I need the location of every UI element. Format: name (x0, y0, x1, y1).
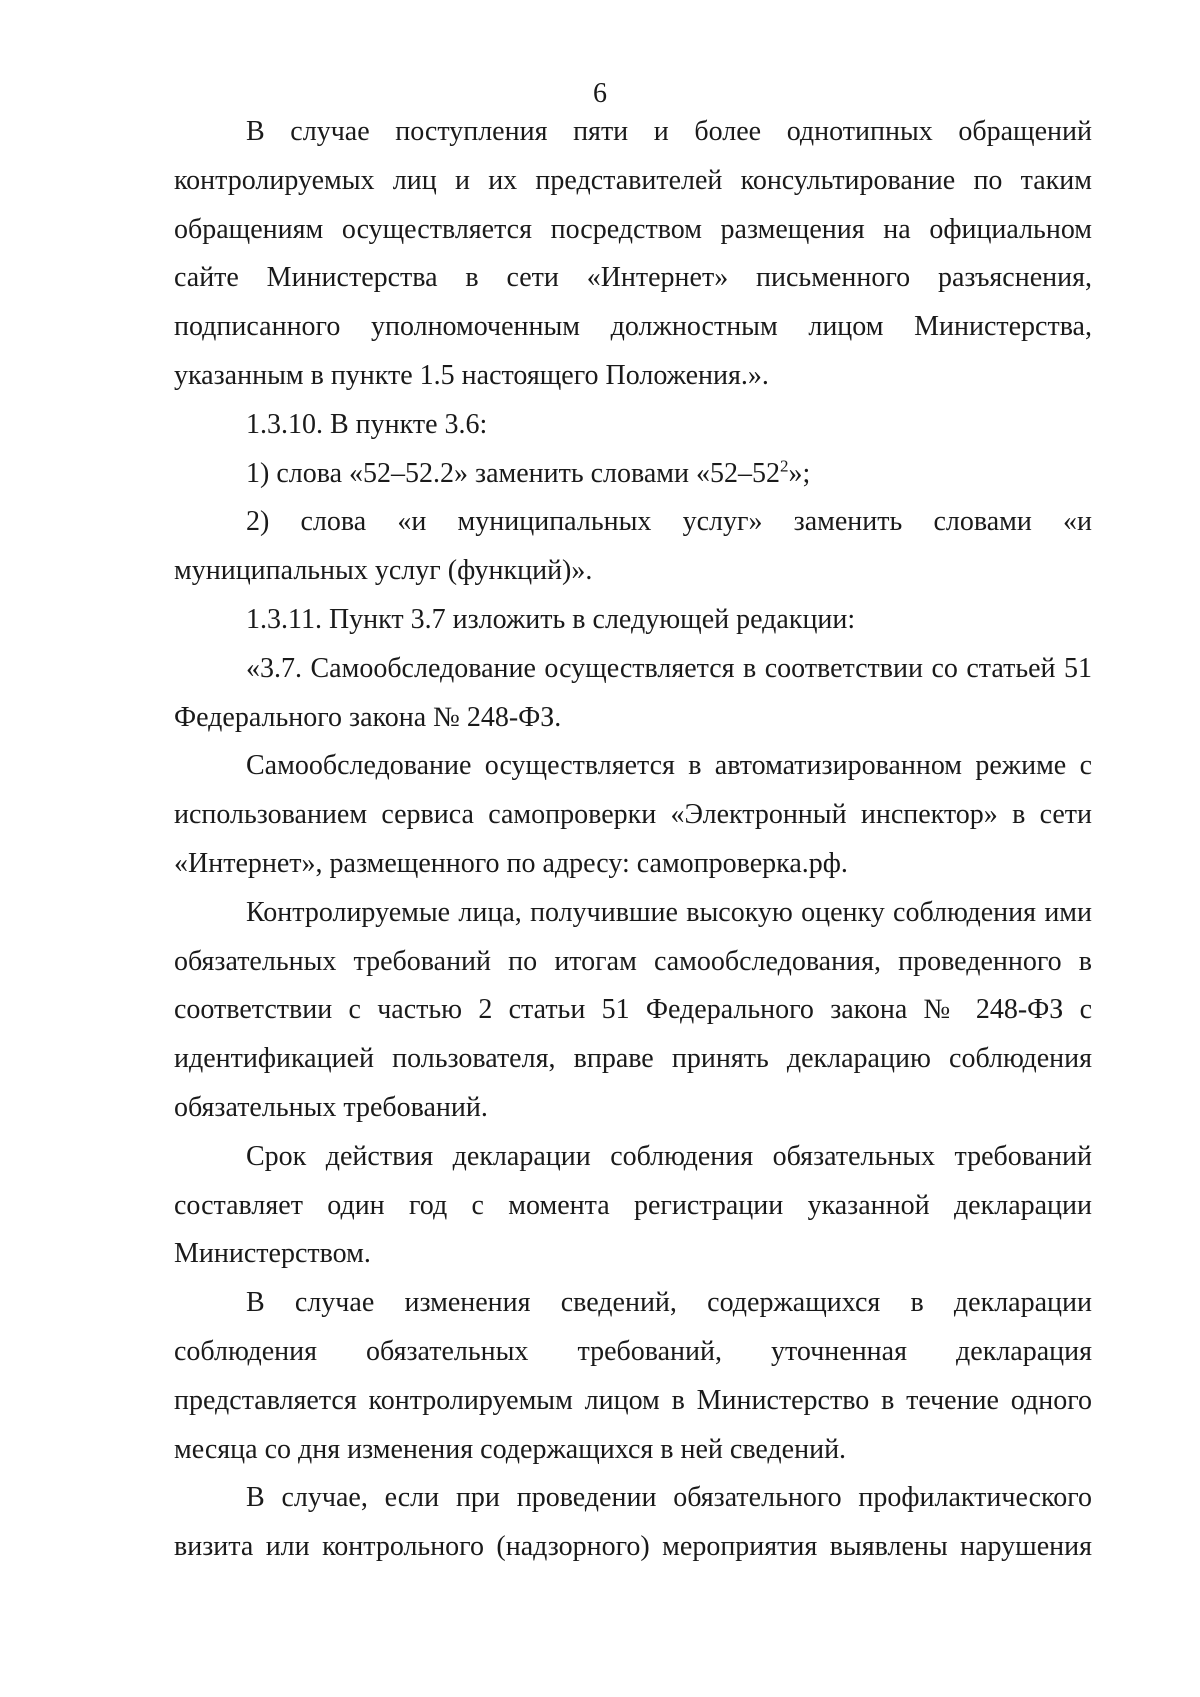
paragraph-consultation: В случае поступления пяти и более однотипных обращений контролируемых лиц и их представителей консультирование по таким обращениям осуществляется посредством размещения на официальном сайте Министерства в сети «Интернет» письменного разъяснения, подписанного уполномоченным должностным лицом Министерства, указанным в пункте 1.5 настоящего Положения.». (174, 116, 1092, 391)
paragraph-violations: В случае, если при проведении обязательного профилактического визита или контрольного (надзорного) мероприятия выявлены нарушения (174, 1482, 1092, 1563)
paragraph-item-1-3-10: 1.3.10. В пункте 3.6: (246, 408, 488, 440)
paragraph-subitem-1 (174, 450, 1092, 499)
page-number: 6 (593, 78, 607, 109)
superscript-2: 2 (780, 456, 789, 476)
paragraph-declaration-term: Срок действия декларации соблюдения обязательных требований составляет один год с момента регистрации указанной декларации Министерством. (174, 1140, 1092, 1270)
document-body (174, 108, 1092, 1572)
paragraph-item-3-7: «3.7. Самообследование осуществляется в соответствии со статьей 51 Федерального закона № 248-ФЗ. (174, 652, 1092, 733)
paragraph-subitem-2: 2) слова «и муниципальных услуг» заменить словами «и муниципальных услуг (функций)». (174, 506, 1092, 587)
paragraph-item-1-3-11: 1.3.11. Пункт 3.7 изложить в следующей редакции: (246, 603, 856, 635)
paragraph-self-inspection-mode: Самообследование осуществляется в автоматизированном режиме с использованием сервиса самопроверки «Электронный инспектор» в сети «Интернет», размещенного по адресу: самопроверка.рф. (174, 750, 1092, 879)
paragraph-declaration-right: Контролируемые лица, получившие высокую оценку соблюдения ими обязательных требований по итогам самообследования, проведенного в соответствии с частью 2 статьи 51 Федерального закона № 248-ФЗ с идентификацией пользователя, вправе принять декларацию соблюдения обязательных требований. (174, 896, 1092, 1123)
paragraph-declaration-update: В случае изменения сведений, содержащихся в декларации соблюдения обязательных требований, уточненная декларация представляется контролируемым лицом в Министерство в течение одного месяца со дня изменения содержащихся в ней сведений. (174, 1287, 1092, 1465)
subitem-1-text-end: »; (788, 457, 811, 489)
subitem-1-text-start: 1) слова «52–52.2» заменить словами «52–52 (246, 457, 780, 489)
